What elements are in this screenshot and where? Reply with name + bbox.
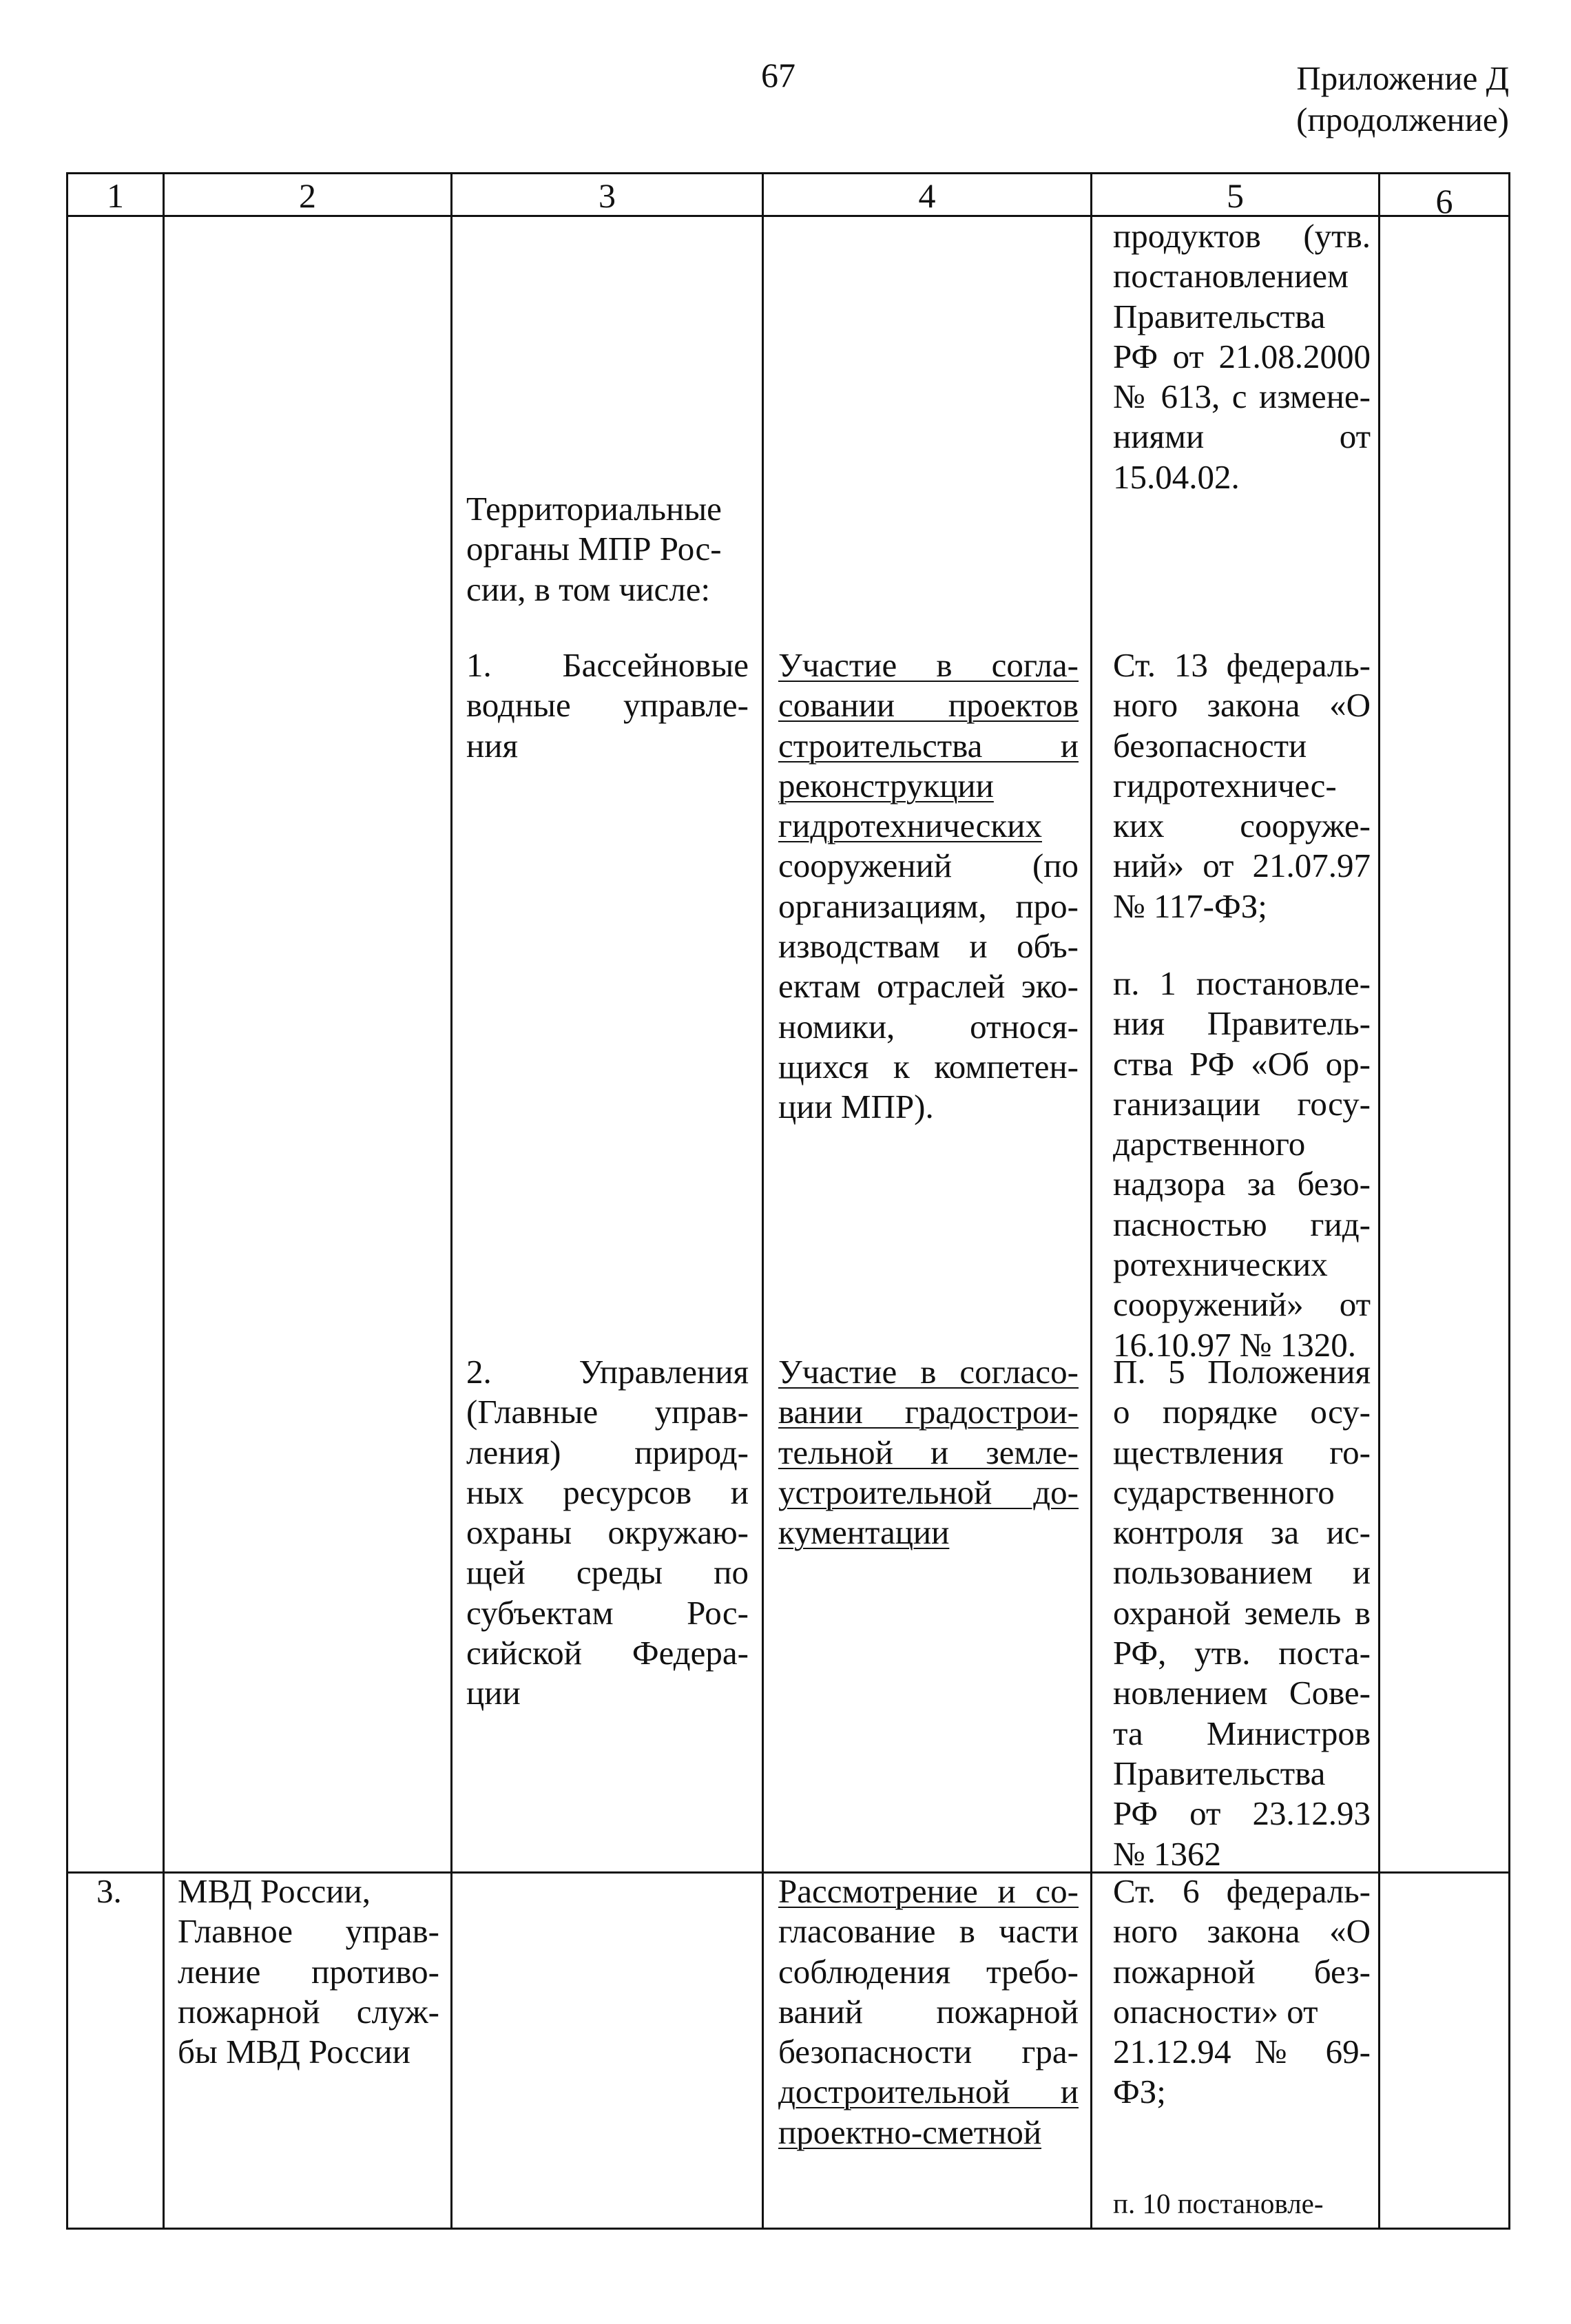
column-header: 5 <box>1227 176 1244 215</box>
row3-col4-text: Участие в согласо- вании градострои- тельной и земле- устроительной до- кументации <box>778 1353 1079 1552</box>
column-header: 2 <box>299 176 316 215</box>
row2-col5-law-reference: Ст. 13 федераль- ного закона «О безопасности гидротехничес- ких сооруже- ний» от 21.07.97 № 117-ФЗ; <box>1113 646 1371 925</box>
page-number: 67 <box>761 56 795 94</box>
column-header: 4 <box>918 176 936 215</box>
row3-col3-text: 2. Управления (Главные управ- ления) природ- ных ресурсов и охраны окружаю- щей среды по субъектам Рос- сийской Федера- ции <box>466 1353 749 1712</box>
table-border-right <box>1508 172 1510 2230</box>
row4-col1-number: 3. <box>96 1872 122 1910</box>
table-divider <box>450 172 452 2230</box>
column-header: 6 <box>1435 182 1453 220</box>
row3-col5-text: П. 5 Положения о порядке осу- ществления го- сударственного контроля за ис- пользованием и охраной земель в РФ, утв. поста- новлением Сове- та Министров Правительства РФ от 23.12.93 № 1362 <box>1113 1353 1371 1873</box>
appendix-continuation: (продолжение) <box>1296 101 1509 138</box>
table-divider <box>1090 172 1092 2230</box>
column-header: 3 <box>599 176 616 215</box>
appendix-label <box>1296 58 1509 141</box>
row4-col2-text: МВД России, Главное управ- ление противо- пожарной служ- бы МВД России <box>178 1872 439 2071</box>
table-border-left <box>66 172 68 2230</box>
row2-col3-text: 1. Бассейновые водные управле- ния <box>466 646 749 765</box>
appendix-title: Приложение Д <box>1296 59 1509 97</box>
table-border-bottom <box>66 2228 1510 2230</box>
column-header: 1 <box>107 176 124 215</box>
table-divider <box>762 172 764 2230</box>
row4-col4-text: Рассмотрение и со- гласование в части соблюдения требо- ваний пожарной безопасности гра- достроительной и проектно-сметной <box>778 1872 1079 2151</box>
table-divider <box>1378 172 1380 2230</box>
row2-col5-decree-reference: п. 1 постановле- ния Правитель- ства РФ «Об ор- ганизации госу- дарственного надзора за безо- пасностью гид- ротехнических сооружений» от 16.10.97 № 1320. <box>1113 964 1371 1364</box>
row4-col5-decree-reference: п. 10 постановле- <box>1113 2188 1324 2219</box>
row4-col5-law-reference: Ст. 6 федераль- ного закона «О пожарной без- опасности» от 21.12.94 № 69-ФЗ; <box>1113 1872 1371 2111</box>
table-border-top <box>66 172 1510 174</box>
table-divider <box>163 172 165 2230</box>
row1-col5-text: продуктов (утв. постановлением Правительства РФ от 21.08.2000 № 613, с измене- ниями от 15.04.02. <box>1113 217 1371 496</box>
row2-col4-text: Участие в согла- совании проектов строительства и реконструкции гидротехнических сооружений (по организациям, про- изводствам и объ- ектам отраслей эко- номики, относя- щихся к компетен- ции МПР). <box>778 646 1079 1126</box>
row1-col3-text: Территориальные органы МПР Рос- сии, в том числе: <box>466 490 722 608</box>
